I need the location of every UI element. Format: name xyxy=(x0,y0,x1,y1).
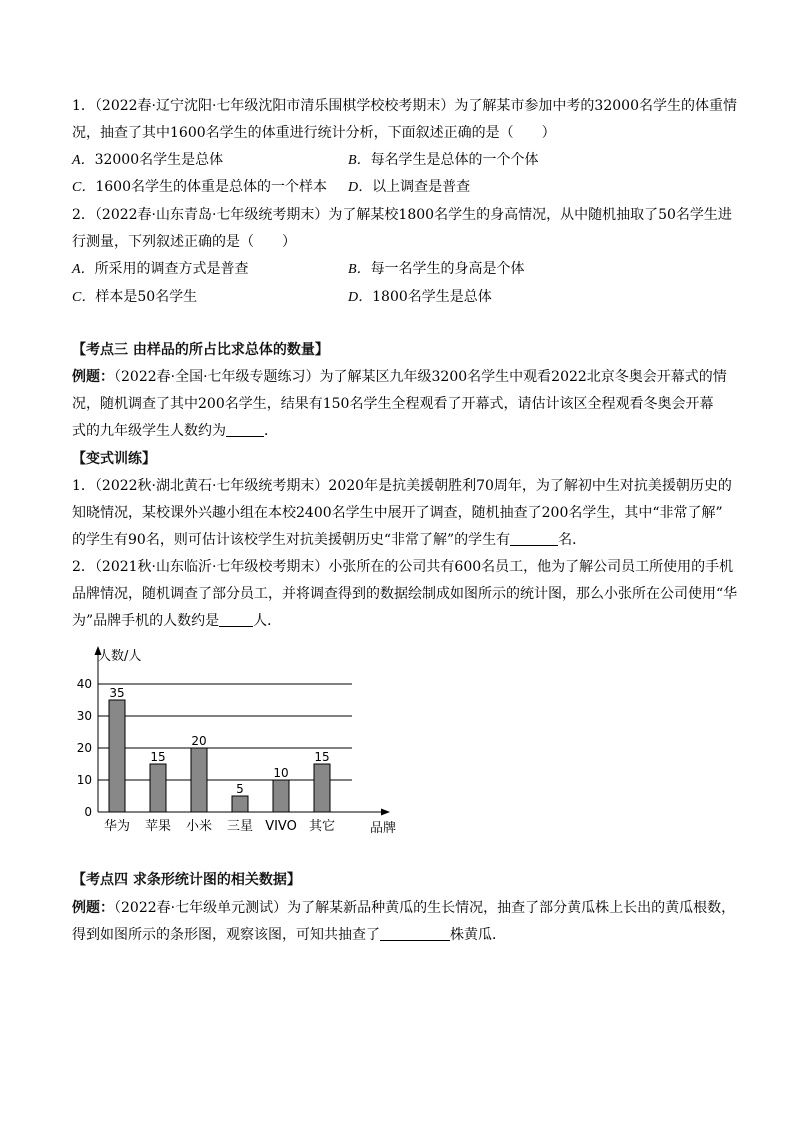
y-tick-label: 0 xyxy=(84,805,92,819)
q2-option-d xyxy=(348,287,492,308)
bar xyxy=(273,780,289,812)
y-tick-label: 30 xyxy=(76,709,92,723)
option-letter: A． xyxy=(72,153,95,168)
q1-line2: 况，抽查了其中1600名学生的体重进行统计分析，下面叙述正确的是（ ） xyxy=(72,125,556,141)
option-letter: B． xyxy=(348,153,371,168)
answer-blank[interactable] xyxy=(219,612,253,627)
example-text: 得到如图所示的条形图，观察该图，可知共抽查了 xyxy=(72,927,380,943)
example-text: （2022春·七年级单元测试）为了解某新品种黄瓜的生长情况，抽查了部分黄瓜株上长出的黄瓜根数， xyxy=(114,900,736,916)
x-axis-label: 品牌 xyxy=(370,821,397,836)
answer-blank[interactable] xyxy=(510,531,558,546)
variant-title: 【变式训练】 xyxy=(72,451,156,467)
section3-example-line1 xyxy=(72,367,732,387)
option-text: 1600名学生的体重是总体的一个样本 xyxy=(95,179,327,195)
bar-value-label: 20 xyxy=(191,734,207,748)
example-text-end: 株黄瓜． xyxy=(450,927,506,943)
x-tick-label: 其它 xyxy=(308,819,336,834)
y-tick-label: 10 xyxy=(76,773,92,787)
bar-chart xyxy=(60,638,420,848)
bar xyxy=(191,748,207,812)
x-tick-label: 三星 xyxy=(226,819,254,834)
x-axis-arrow-icon xyxy=(381,809,390,816)
section3-example-line3 xyxy=(72,421,732,441)
example-label: 例题： xyxy=(72,369,114,385)
option-text: 1800名学生是总体 xyxy=(372,289,492,305)
bar xyxy=(150,764,166,812)
q2-line1: 2．（2022春·山东青岛·七年级统考期末）为了解某校1800名学生的身高情况，从中随机抽取了50名学生进 xyxy=(72,207,732,223)
option-text: 所采用的调查方式是普查 xyxy=(94,261,249,277)
example-label: 例题： xyxy=(72,900,114,916)
v2-text-end: 人． xyxy=(253,613,282,629)
q1-option-b xyxy=(348,150,539,171)
bar-value-label: 35 xyxy=(109,686,125,700)
v1-text: 的学生有90名，则可估计该校学生对抗美援朝历史“非常了解”的学生有 xyxy=(72,532,511,548)
section4-example-line2 xyxy=(72,925,732,945)
x-tick-label: 苹果 xyxy=(144,819,172,834)
x-tick-label: 小米 xyxy=(185,819,213,834)
v2-line3 xyxy=(72,611,732,631)
option-text: 样本是50名学生 xyxy=(95,289,198,305)
bar-value-label: 15 xyxy=(150,750,166,764)
bar-value-label: 5 xyxy=(236,782,244,796)
option-letter: A． xyxy=(72,262,95,277)
option-letter: C． xyxy=(72,180,96,195)
v1-line2: 知晓情况，某校课外兴趣小组在本校2400名学生中展开了调查，随机抽查了200名学生，其中“非常了解” xyxy=(72,505,723,521)
example-text: （2022春·全国·七年级专题练习）为了解某区九年级3200名学生中观看2022北京冬奥会开幕式的情 xyxy=(114,369,727,385)
q1-line1: 1．（2022春·辽宁沈阳·七年级沈阳市清乐围棋学校校考期末）为了解某市参加中考的32000名学生的体重情 xyxy=(72,98,737,114)
answer-blank[interactable] xyxy=(226,422,264,437)
y-axis-label: 人数/人 xyxy=(98,649,142,664)
option-letter: C． xyxy=(72,290,96,305)
bar-value-label: 10 xyxy=(273,766,289,780)
bar-value-label: 15 xyxy=(314,750,330,764)
q1-option-a xyxy=(72,150,223,171)
y-tick-label: 40 xyxy=(76,677,92,691)
option-text: 每名学生是总体的一个个体 xyxy=(370,152,539,168)
section4-example-line1 xyxy=(72,898,736,918)
section4-title: 【考点四 求条形统计图的相关数据】 xyxy=(72,872,301,888)
v2-text: 为”品牌手机的人数约是 xyxy=(72,613,220,629)
option-text: 每一名学生的身高是个体 xyxy=(370,261,525,277)
bar xyxy=(109,700,125,812)
example-text: 式的九年级学生人数约为 xyxy=(72,423,226,439)
option-text: 32000名学生是总体 xyxy=(94,152,224,168)
option-letter: D． xyxy=(348,290,373,305)
x-tick-label: VIVO xyxy=(265,819,297,834)
option-text: 以上调查是普查 xyxy=(372,179,471,195)
v1-text-end: 名． xyxy=(558,532,587,548)
section3-title: 【考点三 由样品的所占比求总体的数量】 xyxy=(72,342,329,358)
q2-line2: 行测量，下列叙述正确的是（ ） xyxy=(72,234,296,250)
q1-option-d xyxy=(348,177,470,198)
v2-line1: 2．（2021秋·山东临沂·七年级校考期末）小张所在的公司共有600名员工，他为了解公司员工所使用的手机 xyxy=(72,559,734,575)
q1-option-c xyxy=(72,177,327,198)
x-tick-label: 华为 xyxy=(103,819,131,834)
bar xyxy=(232,796,248,812)
v1-line1: 1．（2022秋·湖北黄石·七年级统考期末）2020年是抗美援朝胜利70周年，为了解初中生对抗美援朝历史的 xyxy=(72,478,732,494)
option-letter: B． xyxy=(348,262,371,277)
section3-example-line2: 况，随机调查了其中200名学生，结果有150名学生全程观看了开幕式，请估计该区全程观看冬奥会开幕 xyxy=(72,396,714,412)
answer-blank[interactable] xyxy=(380,926,450,941)
bar xyxy=(314,764,330,812)
v1-line3 xyxy=(72,530,732,550)
q2-option-b xyxy=(348,259,525,280)
v2-line2: 品牌情况，随机调查了部分员工，并将调查得到的数据绘制成如图所示的统计图，那么小张所在公司使用“华 xyxy=(72,586,738,602)
option-letter: D． xyxy=(348,180,373,195)
y-tick-label: 20 xyxy=(76,741,92,755)
q2-option-a xyxy=(72,259,249,280)
example-text-end: ． xyxy=(264,423,278,439)
q2-option-c xyxy=(72,287,197,308)
